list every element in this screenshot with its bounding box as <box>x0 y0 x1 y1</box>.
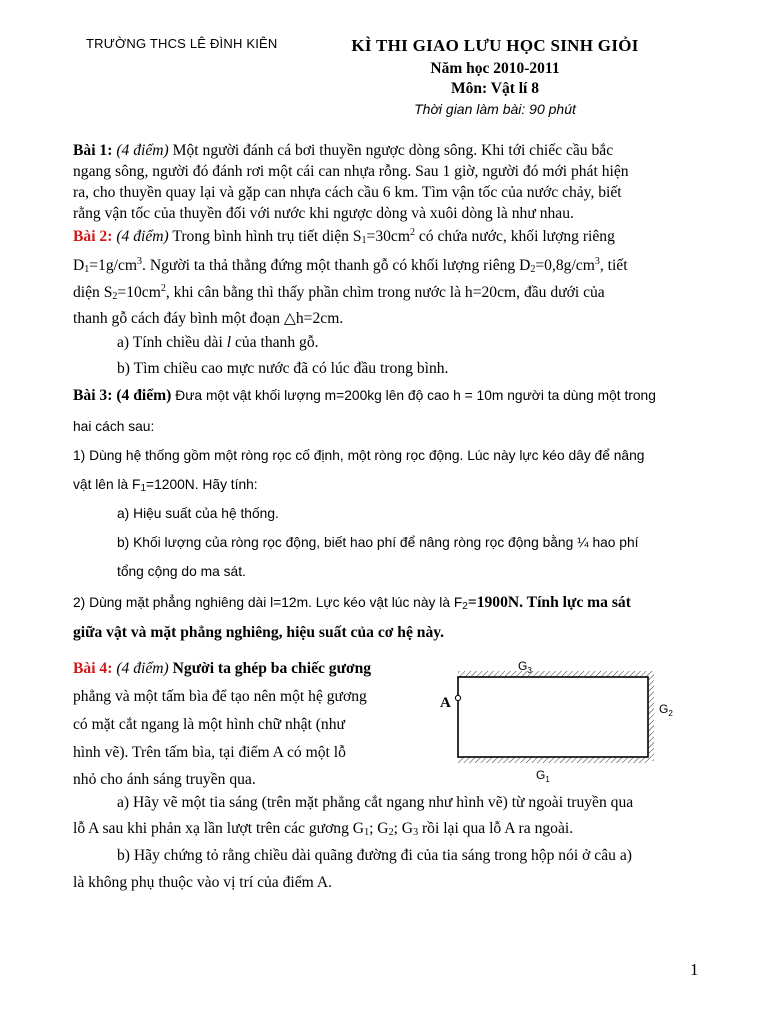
mirror-g1-label: $G_1$ <box>536 768 550 784</box>
bai2-points: (4 điểm) <box>116 228 169 245</box>
bai4-points: (4 điểm) <box>116 660 169 677</box>
bai4-part-a-2: lỗ A sau khi phản xạ lần lượt trên các gương $G_1$; $G_2$; $G_3$ rồi lại qua lỗ A ra ngoài. <box>73 820 574 838</box>
bai4-line-5: nhỏ cho ánh sáng truyền qua. <box>73 771 256 788</box>
bai2-text: Trong bình hình trụ tiết diện $S_1=30cm^2$ có chứa nước, khối lượng riêng <box>172 227 615 246</box>
bottom-mirror-hatch <box>458 757 648 763</box>
bai4-part-b-1: b) Hãy chứng tỏ rằng chiều dài quãng đường đi của tia sáng trong hộp nói ở câu a) <box>117 847 632 864</box>
bai4-line-4: hình vẽ). Trên tấm bìa, tại điểm A có một lỗ <box>73 744 346 761</box>
bai2-line-4: thanh gỗ cách đáy bình một đoạn △h=2cm. <box>73 310 344 327</box>
bai3-part1-b-1: b) Khối lượng của ròng rọc động, biết hao phí để nâng ròng rọc động bằng ¼ hao phí <box>117 535 639 550</box>
mirror-g2-label: $G_2$ <box>659 702 673 718</box>
bai4-part-a-1: a) Hãy vẽ một tia sáng (trên mặt phẳng cắt ngang như hình vẽ) từ ngoài truyền qua <box>117 794 634 811</box>
bai2-line-2: $D_1=1g/cm^3$. Người ta thả thẳng đứng một thanh gỗ có khối lượng riêng $D_2=0,8g/cm^3$, tiết <box>73 256 628 275</box>
bai3-line-2: hai cách sau: <box>73 419 155 434</box>
school-year: Năm học 2010-2011 <box>430 60 560 77</box>
bai3-part1-line-2: vật lên là $F_1=1200N$. Hãy tính: <box>73 477 258 494</box>
exam-title: KÌ THI GIAO LƯU HỌC SINH GIỎI <box>351 36 639 55</box>
exam-subject: Môn: Vật lí 8 <box>451 80 539 97</box>
exam-time: Thời gian làm bài: 90 phút <box>414 101 576 117</box>
bai2-label: Bài 2: <box>73 228 113 245</box>
point-a-label: A <box>440 695 451 711</box>
bai1-line-3: ra, cho thuyền quay lại và gặp can nhựa cách cầu 6 km. Tìm vận tốc của nước chảy, biết <box>73 184 622 201</box>
school-name: TRƯỜNG THCS LÊ ĐÌNH KIÊN <box>86 36 278 51</box>
page-number: 1 <box>690 960 699 979</box>
bai3-part2-line-1: 2) Dùng mặt phẳng nghiêng dài l=12m. Lực kéo vật lúc này là $F_2=1900N$. Tính lực ma sát <box>73 594 631 612</box>
bai4-label: Bài 4: <box>73 660 113 677</box>
bai3-part1-line-1: 1) Dùng hệ thống gồm một ròng rọc cố định, một ròng rọc động. Lúc này lực kéo dây để nâng <box>73 448 645 463</box>
bai1-line-4: rằng vận tốc của thuyền đối với nước khi ngược dòng và xuôi dòng là như nhau. <box>73 205 574 222</box>
top-mirror-hatch <box>458 671 648 677</box>
bai3-line-1: Bài 3: (4 điểm) Đưa một vật khối lượng m=200kg lên độ cao h = 10m người ta dùng một trong <box>73 387 656 404</box>
bai1-points: (4 điểm) <box>116 142 169 159</box>
bai1-text-1: Một người đánh cá bơi thuyền ngược dòng sông. Khi tới chiếc cầu bắc <box>172 142 614 159</box>
bai1-label: Bài 1: <box>73 142 113 159</box>
bai1-line-1 <box>73 142 613 160</box>
bai4-line-1: Bài 4: (4 điểm) Người ta ghép ba chiếc gương <box>73 660 372 677</box>
bai1-line-2: ngang sông, người đó đánh rơi một cái can nhựa rỗng. Sau 1 giờ, người đó mới phát hiện <box>73 163 629 180</box>
hole-a-marker <box>455 695 460 700</box>
bai2-part-b: b) Tìm chiều cao mực nước đã có lúc đầu trong bình. <box>117 360 449 377</box>
mirror-box <box>458 677 648 757</box>
right-mirror-hatch <box>648 671 654 761</box>
bai3-part1-a: a) Hiệu suất của hệ thống. <box>117 506 279 521</box>
bai3-part1-b-2: tổng cộng do ma sát. <box>117 564 246 579</box>
mirror-box-figure <box>430 655 690 785</box>
bai3-points: : (4 điểm) <box>107 387 172 404</box>
bai4-line-3: có mặt cắt ngang là một hình chữ nhật (như <box>73 716 345 733</box>
bai3-label: Bài 3 <box>73 387 108 404</box>
mirror-g3-label: $G_3$ <box>518 659 532 675</box>
bai4-line-2: phẳng và một tấm bìa để tạo nên một hệ gương <box>73 688 367 705</box>
bai2-line-3: diện $S_2=10cm^2$, khi cân bằng thì thấy phần chìm trong nước là h=20cm, đầu dưới của <box>73 283 605 302</box>
bai3-part2-line-2: giữa vật và mặt phẳng nghiêng, hiệu suất của cơ hệ này. <box>73 624 445 641</box>
bai2-part-a: a) Tính chiều dài l của thanh gỗ. <box>117 334 319 351</box>
bai4-part-b-2: là không phụ thuộc vào vị trí của điểm A. <box>73 874 332 891</box>
bai2-line-1 <box>73 227 615 246</box>
